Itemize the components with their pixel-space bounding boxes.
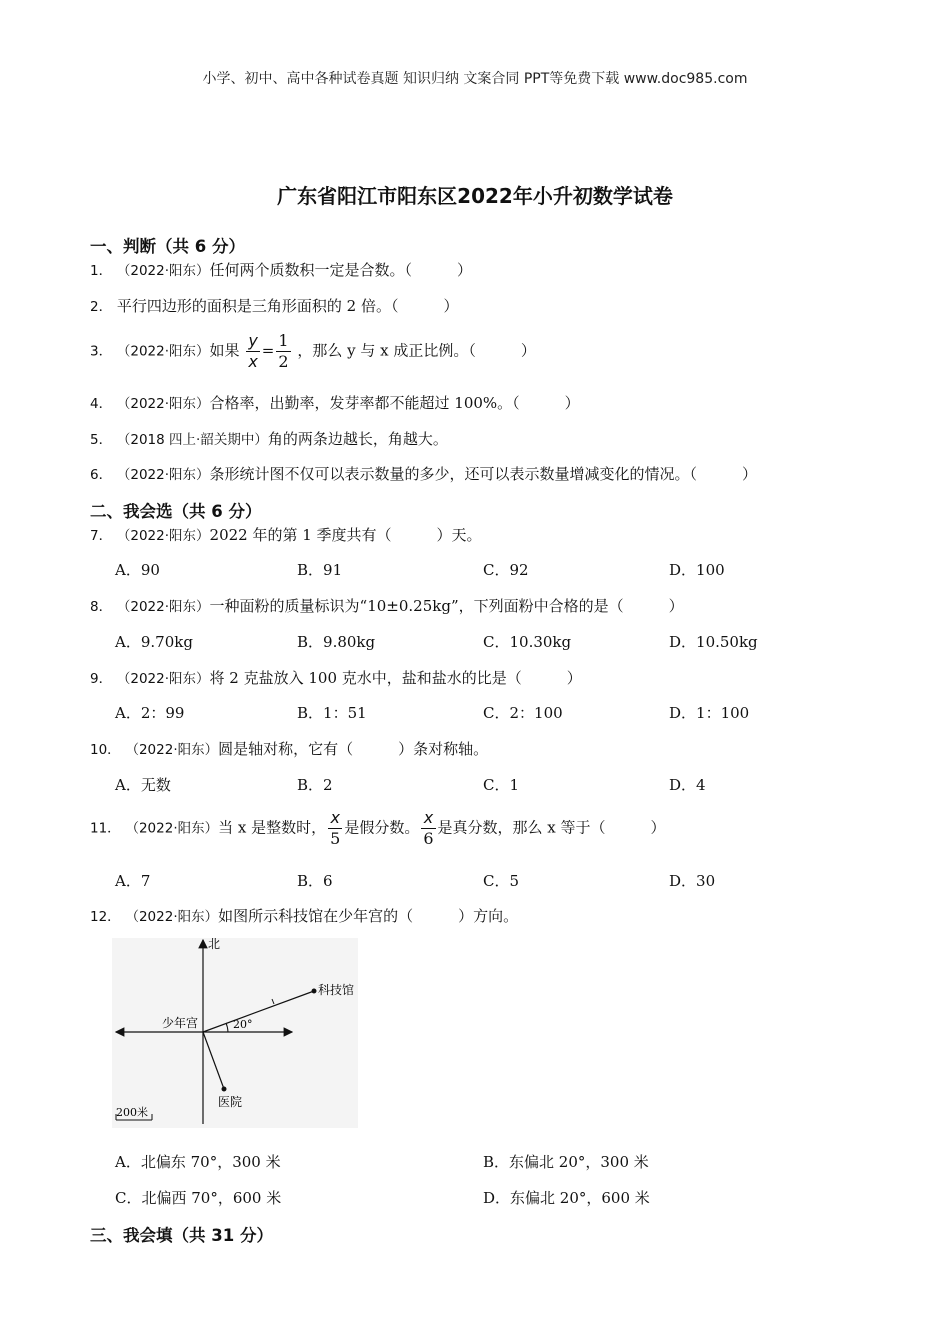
hospital-label: 医院 bbox=[218, 1095, 243, 1109]
option-d: D．东偏北 20°，600 米 bbox=[483, 1189, 650, 1207]
question-number: 10． bbox=[90, 742, 121, 758]
question-source: （2022·阳东） bbox=[125, 820, 219, 837]
line-to-hospital bbox=[203, 1032, 224, 1089]
question-source: （2022·阳东） bbox=[116, 467, 210, 483]
question-number: 6． bbox=[90, 467, 113, 483]
question-number: 2． bbox=[90, 299, 113, 315]
fraction-one-half: $\frac{1}{2}$ bbox=[278, 331, 289, 371]
fraction-x-over-5: $\frac{x}{5}$ bbox=[330, 808, 341, 848]
question-text: 角的两条边越长，角越大。 bbox=[267, 430, 448, 448]
question-text: 任何两个质数积一定是合数。（ ） bbox=[209, 261, 473, 279]
question-text: 2022 年的第 1 季度共有（ ）天。 bbox=[209, 526, 482, 544]
hospital-point bbox=[222, 1087, 227, 1092]
question-text: 平行四边形的面积是三角形面积的 2 倍。（ ） bbox=[116, 297, 459, 315]
scale-label: 200米 bbox=[116, 1106, 148, 1119]
question-12 bbox=[90, 905, 518, 926]
angle-label: 20° bbox=[233, 1018, 253, 1031]
option-a: A．9.70kg bbox=[115, 633, 193, 651]
science-museum-label: 科技馆 bbox=[318, 983, 355, 997]
option-d: D．10.50kg bbox=[669, 633, 758, 651]
question-text: 条形统计图不仅可以表示数量的多少，还可以表示数量增减变化的情况。（ ） bbox=[209, 465, 758, 483]
question-text-mid: 是假分数。 bbox=[344, 818, 420, 837]
question-number: 11． bbox=[90, 820, 121, 837]
question-7 bbox=[90, 524, 482, 545]
question-source: （2022·阳东） bbox=[116, 599, 210, 615]
option-b: B．东偏北 20°，300 米 bbox=[483, 1153, 649, 1171]
north-label: 北 bbox=[208, 938, 221, 951]
angle-arc bbox=[226, 1023, 228, 1032]
question-source: （2022·阳东） bbox=[125, 909, 219, 925]
page-title: 广东省阳江市阳东区2022年小升初数学试卷 bbox=[277, 184, 673, 208]
question-number: 4． bbox=[90, 396, 113, 412]
science-museum-point bbox=[312, 989, 317, 994]
page-header: 小学、初中、高中各种试卷真题 知识归纳 文案合同 PPT等免费下载 www.doc985.com bbox=[202, 71, 748, 87]
option-a: A．90 bbox=[115, 561, 160, 579]
option-b: B．9.80kg bbox=[297, 633, 376, 651]
fraction-x-over-6: $\frac{x}{6}$ bbox=[423, 808, 434, 848]
question-text: 如图所示科技馆在少年宫的（ ）方向。 bbox=[218, 907, 519, 925]
line-to-science-museum bbox=[203, 991, 314, 1032]
question-number: 9． bbox=[90, 671, 113, 687]
direction-figure bbox=[112, 938, 358, 1128]
question-number: 5． bbox=[90, 432, 113, 448]
option-c: C．北偏西 70°，600 米 bbox=[115, 1189, 282, 1207]
question-number: 12． bbox=[90, 909, 121, 925]
center-label: 少年宫 bbox=[162, 1016, 199, 1030]
question-number: 7． bbox=[90, 528, 113, 544]
option-c: C．2：100 bbox=[483, 704, 563, 722]
question-source: （2022·阳东） bbox=[116, 263, 210, 279]
question-1 bbox=[90, 259, 472, 280]
option-d: D．1：100 bbox=[669, 704, 750, 722]
question-text-post: 是真分数，那么 x 等于（ ） bbox=[437, 818, 666, 837]
question-text-pre: 如果 bbox=[209, 341, 240, 360]
question-text-post: ，那么 y 与 x 成正比例。（ ） bbox=[297, 341, 536, 360]
question-source: （2022·阳东） bbox=[125, 742, 219, 758]
fraction-y-over-x: $\frac{y}{x}$ bbox=[248, 331, 258, 371]
option-a: A．2：99 bbox=[115, 704, 185, 722]
option-b: B．91 bbox=[297, 561, 343, 579]
question-number: 1． bbox=[90, 263, 113, 279]
question-5 bbox=[90, 428, 448, 449]
option-c: C．1 bbox=[483, 776, 520, 794]
question-3 bbox=[90, 331, 536, 372]
question-8 bbox=[90, 595, 684, 616]
option-c: C．92 bbox=[483, 561, 529, 579]
option-c: C．5 bbox=[483, 872, 520, 890]
option-a: A．北偏东 70°，300 米 bbox=[115, 1153, 281, 1171]
question-6 bbox=[90, 463, 757, 484]
tick-mark bbox=[272, 999, 274, 1004]
option-d: D．4 bbox=[669, 776, 706, 794]
option-d: D．30 bbox=[669, 872, 716, 890]
question-9 bbox=[90, 667, 582, 688]
question-text: 一种面粉的质量标识为“10±0.25kg”，下列面粉中合格的是（ ） bbox=[209, 597, 684, 615]
question-source: （2022·阳东） bbox=[116, 343, 210, 360]
section-heading-1: 一、判断（共 6 分） bbox=[90, 237, 245, 256]
question-source: （2018 四上·韶关期中） bbox=[116, 432, 268, 448]
option-b: B．6 bbox=[297, 872, 333, 890]
option-b: B．2 bbox=[297, 776, 333, 794]
option-b: B．1：51 bbox=[297, 704, 367, 722]
option-c: C．10.30kg bbox=[483, 633, 572, 651]
question-text: 将 2 克盐放入 100 克水中，盐和盐水的比是（ ） bbox=[209, 669, 582, 687]
equals-sign: = bbox=[261, 341, 275, 360]
question-text: 合格率，出勤率，发芽率都不能超过 100%。（ ） bbox=[209, 394, 580, 412]
question-10 bbox=[90, 738, 488, 759]
question-11 bbox=[90, 808, 666, 849]
question-source: （2022·阳东） bbox=[116, 528, 210, 544]
question-2 bbox=[90, 295, 458, 316]
option-a: A．7 bbox=[115, 872, 151, 890]
section-heading-2: 二、我会选（共 6 分） bbox=[90, 502, 262, 521]
question-number: 8． bbox=[90, 599, 113, 615]
question-number: 3． bbox=[90, 343, 113, 360]
section-heading-3: 三、我会填（共 31 分） bbox=[90, 1226, 273, 1245]
question-text-pre: 当 x 是整数时， bbox=[218, 818, 327, 837]
question-source: （2022·阳东） bbox=[116, 671, 210, 687]
question-text: 圆是轴对称，它有（ ）条对称轴。 bbox=[218, 740, 489, 758]
option-d: D．100 bbox=[669, 561, 725, 579]
question-source: （2022·阳东） bbox=[116, 396, 210, 412]
question-4 bbox=[90, 392, 580, 413]
option-a: A．无数 bbox=[115, 776, 171, 794]
